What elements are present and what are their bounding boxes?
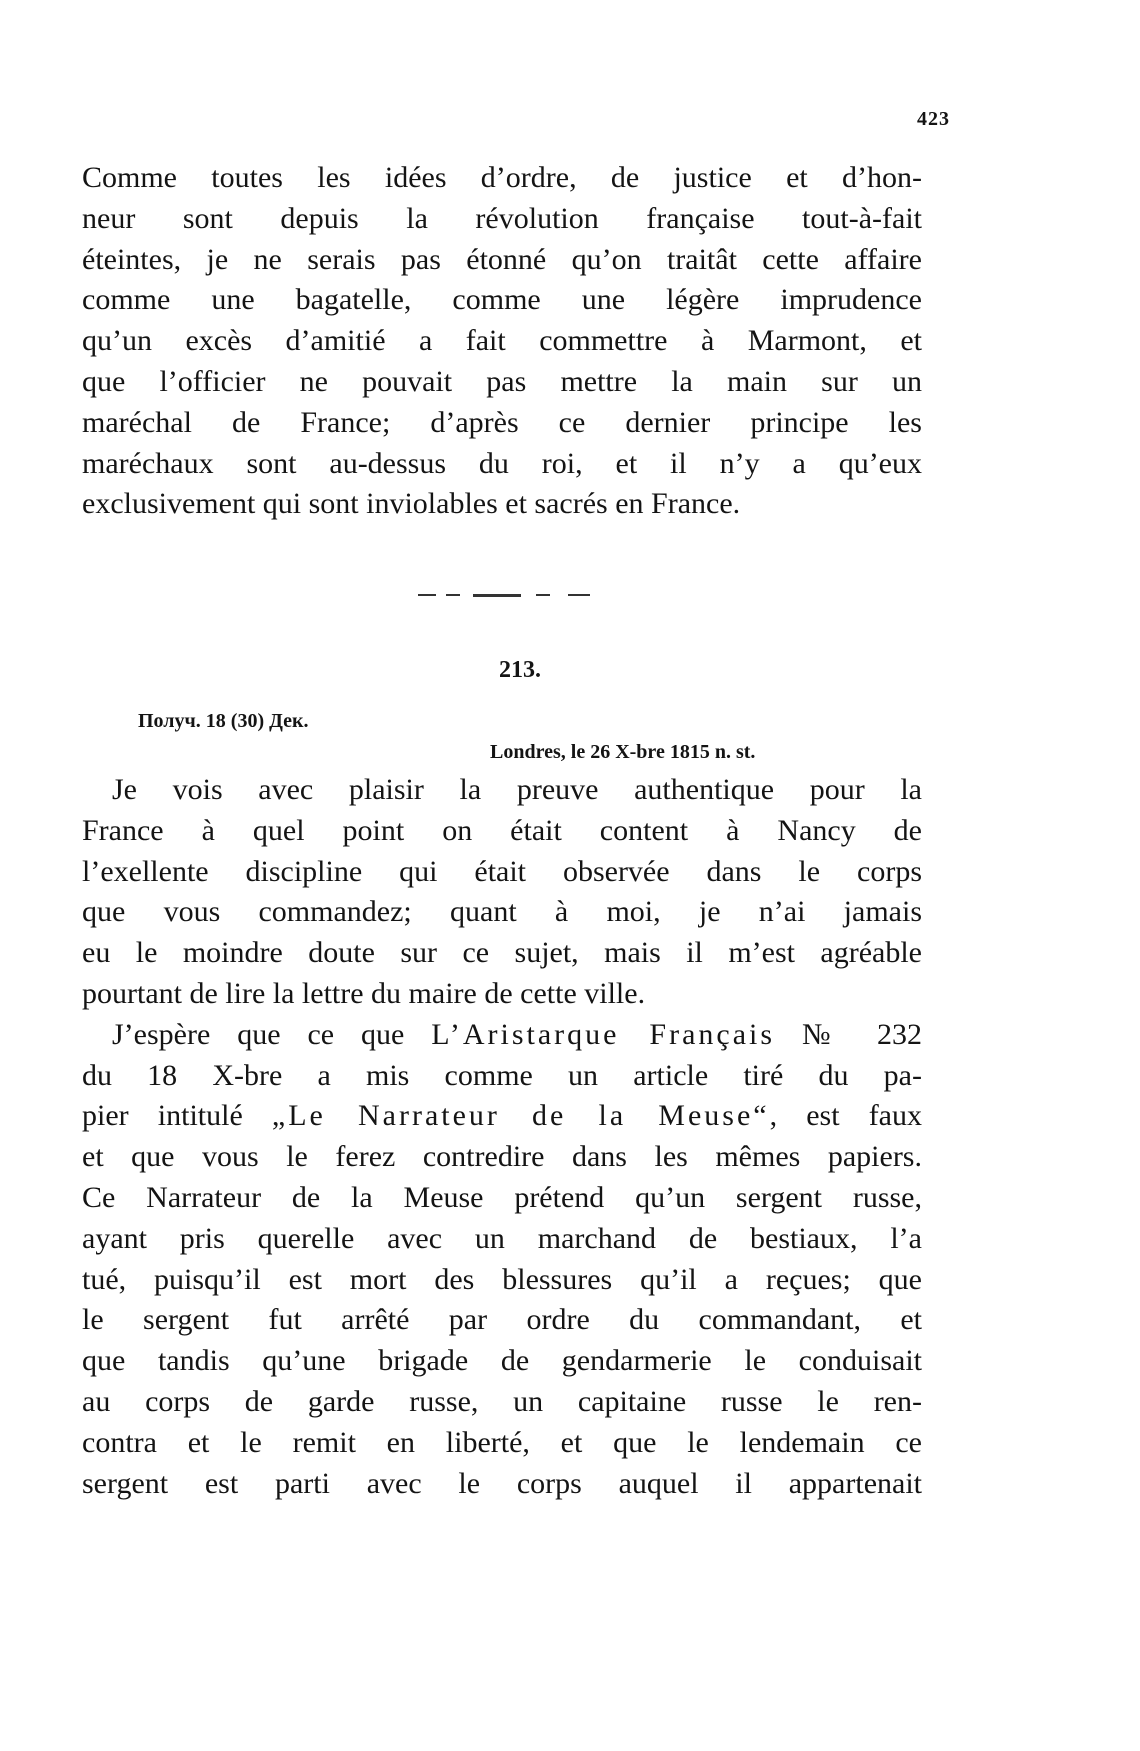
text-line: l’exellente discipline qui était observée dans le corps [82, 854, 922, 888]
section-separator [418, 592, 598, 598]
text-line: Ce Narrateur de la Meuse prétend qu’un sergent russe, [82, 1180, 922, 1214]
place-date: Londres, le 26 X-bre 1815 n. st. [490, 741, 756, 763]
text-line: pourtant de lire la lettre du maire de cette ville. [82, 976, 646, 1010]
text-line: comme une bagatelle, comme une légère imprudence [82, 283, 922, 317]
text-fragment: , est faux [769, 1099, 922, 1133]
text-line: maréchaux sont au-dessus du roi, et il n’y a qu’eux [82, 446, 922, 480]
separator-dash [473, 594, 521, 597]
text-line: au corps de garde russe, un capitaine russe le ren- [82, 1384, 922, 1418]
text-line: que vous commandez; quant à moi, je n’ai jamais [82, 895, 922, 929]
separator-dash [418, 594, 436, 596]
text-line: neur sont depuis la révolution française tout-à-fait [82, 201, 922, 235]
text-line: maréchal de France; d’après ce dernier principe les [82, 405, 922, 439]
separator-dash [536, 594, 550, 596]
text-line: sergent est parti avec le corps auquel il appartenait [82, 1466, 922, 1500]
letter-body [82, 770, 922, 1504]
text-fragment: № 232 [775, 1017, 922, 1051]
text-line: le sergent fut arrêté par ordre du commandant, et [82, 1303, 922, 1337]
text-line: France à quel point on était content à Nancy de [82, 813, 922, 847]
text-line: qu’un excès d’amitié a fait commettre à Marmont, et [82, 324, 922, 358]
separator-dash [568, 594, 590, 596]
letter-number: 213. [499, 657, 541, 683]
text-line [82, 1096, 922, 1137]
text-line: contra et le remit en liberté, et que le lendemain ce [82, 1425, 922, 1459]
text-line: que l’officier ne pouvait pas mettre la main sur un [82, 364, 922, 398]
paragraph-1 [82, 158, 922, 525]
text-line: que tandis qu’une brigade de gendarmerie le conduisait [82, 1344, 922, 1378]
text-line: tué, puisqu’il est mort des blessures qu’il a reçues; que [82, 1262, 922, 1296]
text-line [82, 1015, 922, 1056]
text-line: ayant pris querelle avec un marchand de bestiaux, l’a [82, 1221, 922, 1255]
received-note: Получ. 18 (30) Дек. [138, 710, 309, 732]
text-line: Je vois avec plaisir la preuve authentique pour la [112, 773, 922, 806]
page-number: 423 [917, 108, 950, 130]
text-fragment: J’espère que ce que [112, 1017, 432, 1051]
text-line: et que vous le ferez contredire dans les mêmes papiers. [82, 1140, 922, 1174]
text-line: Comme toutes les idées d’ordre, de justice et d’hon- [82, 161, 922, 194]
text-line: du 18 X-bre a mis comme un article tiré du pa- [82, 1058, 922, 1092]
text-line: éteintes, je ne serais pas étonné qu’on traitât cette affaire [82, 242, 922, 276]
text-fragment: pier intitulé [82, 1099, 272, 1133]
text-line: eu le moindre doute sur ce sujet, mais il m’est agréable [82, 936, 922, 970]
newspaper-title: L’Aristarque Français [431, 1017, 776, 1051]
text-line: exclusivement qui sont inviolables et sacrés en France. [82, 487, 741, 521]
newspaper-title: „Le Narrateur de la Meuse“ [271, 1099, 770, 1133]
separator-dash [446, 594, 460, 596]
